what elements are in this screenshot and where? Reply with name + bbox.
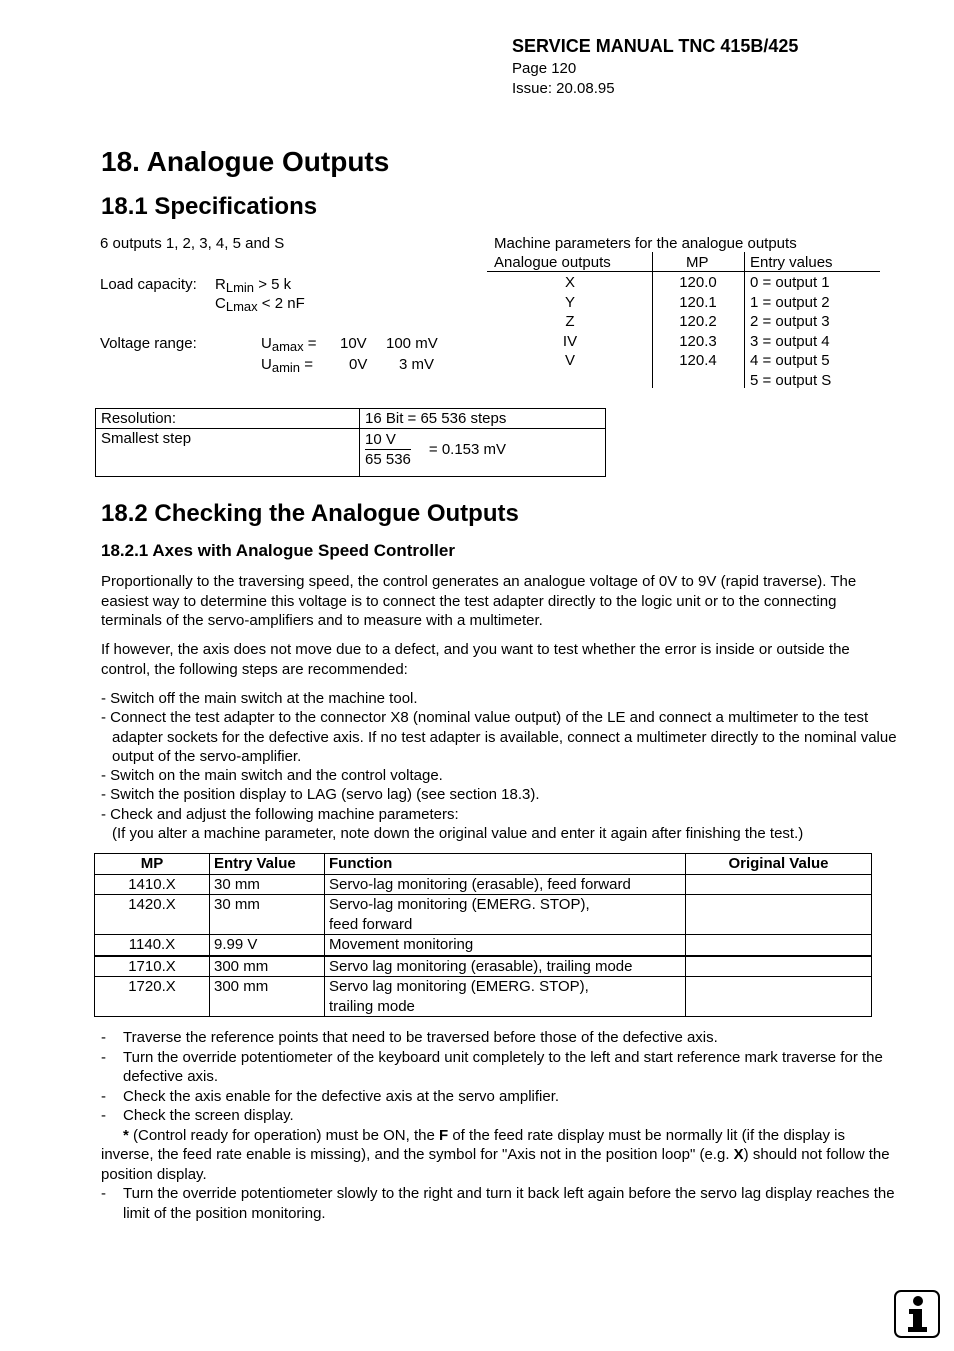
mp-column-divider-1 xyxy=(652,252,653,388)
r-lmin-spec: $R_{Lmin} > 5$ k xyxy=(215,276,292,295)
mp-header-entry: Entry values xyxy=(750,254,833,271)
manual-title: SERVICE MANUAL TNC 415B/425 xyxy=(512,36,799,56)
voltage-range-label: Voltage range: xyxy=(100,335,197,352)
resolution-value: 16 Bit = 65 536 steps xyxy=(360,409,606,429)
mp-number: 120.4 xyxy=(679,352,717,369)
u-amin-value-2: 3 mV xyxy=(399,356,435,373)
cell-function: Servo lag monitoring (erasable), trailing mode xyxy=(325,956,686,977)
list-dash: - xyxy=(101,1029,106,1046)
mp-header-mp: MP xyxy=(686,254,709,271)
cell-original[interactable] xyxy=(686,874,872,895)
list-item: - Switch on the main switch and the control voltage. xyxy=(101,767,443,785)
cell-function xyxy=(325,977,686,1017)
list-dash: - xyxy=(101,1048,106,1066)
f-symbol: F xyxy=(438,1126,449,1144)
list-item xyxy=(101,1106,901,1126)
mp-entry: 4 = output 5 xyxy=(750,352,830,369)
procedure-list xyxy=(101,1028,901,1223)
resolution-table xyxy=(95,408,606,477)
cell-function-line: Servo-lag monitoring (EMERG. STOP), xyxy=(329,896,590,913)
steps-note: (If you alter a machine parameter, note down the original value and enter it again after finishing the test.) xyxy=(112,825,804,843)
c-lmax-spec: $C_{Lmax} < 2$ nF xyxy=(215,295,305,314)
cell-function xyxy=(325,895,686,935)
mp-axis: IV xyxy=(562,332,578,350)
screen-display-note xyxy=(101,1126,901,1185)
cell-entry: 300 mm xyxy=(210,977,325,1017)
u-amin-value-1: 0V xyxy=(349,356,368,373)
cell-original[interactable] xyxy=(686,895,872,935)
mp-caption: Machine parameters for the analogue outputs xyxy=(494,235,797,252)
mp-header-divider xyxy=(487,271,880,272)
cell-original[interactable] xyxy=(686,956,872,977)
mp-number: 120.2 xyxy=(679,313,717,330)
mp-axis: X xyxy=(564,274,575,291)
cell-entry: 300 mm xyxy=(210,956,325,977)
cell-mp: 1410.X xyxy=(95,874,210,895)
step-numerator: 10 V xyxy=(365,430,411,450)
mp-entry-list xyxy=(750,273,831,390)
note-text: (Control ready for operation) must be ON, the xyxy=(128,1126,439,1144)
mp-entry: 1 = output 2 xyxy=(750,293,830,311)
table-row xyxy=(95,935,872,956)
paragraph-defect: If however, the axis does not move due to a defect, and you want to test whether the error is inside or outside the control, the following steps are recommended: xyxy=(101,641,850,678)
list-item-text: Turn the override potentiometer slowly to the right and turn it back left again before the servo lag display reaches the limit of the position monitoring. xyxy=(123,1185,895,1222)
list-item: - Connect the test adapter to the connector X8 (nominal value output) of the LE and connect a multimeter to the test adapter sockets for the defective axis. If no test adapter is available, connect a multimeter directly to the nominal value output of the servo-amplifier. xyxy=(101,709,897,765)
mp-entry: 3 = output 4 xyxy=(750,332,830,350)
u-amax-spec: $U_{amax}$ = xyxy=(261,335,317,354)
u-amin-spec: $U_{amin}$ = xyxy=(261,356,313,375)
list-item-text: Traverse the reference points that need to be traversed before those of the defective axis. xyxy=(123,1029,718,1046)
step-result: = 0.153 mV xyxy=(428,441,507,458)
list-item-text: Turn the override potentiometer of the keyboard unit completely to the left and start reference mark traverse for the defective axis. xyxy=(123,1048,883,1085)
mp-number: 120.0 xyxy=(679,274,717,291)
info-icon xyxy=(894,1290,940,1338)
smallest-step-label: Smallest step xyxy=(96,429,360,477)
cell-mp: 1710.X xyxy=(95,956,210,977)
cell-entry: 30 mm xyxy=(210,895,325,935)
x-symbol: X xyxy=(733,1146,744,1163)
table-row xyxy=(95,874,872,895)
load-capacity-label: Load capacity: xyxy=(100,276,197,293)
table-header-entry: Entry Value xyxy=(210,854,325,875)
resolution-label: Resolution: xyxy=(96,409,360,429)
table-row xyxy=(95,956,872,977)
section-title-checking: 18.2 Checking the Analogue Outputs xyxy=(101,500,519,527)
mp-entry: 0 = output 1 xyxy=(750,274,830,291)
u-amax-value-2: 100 mV xyxy=(386,335,438,352)
list-dash: - xyxy=(101,1107,106,1124)
step-denominator: 65 536 xyxy=(365,451,411,468)
cell-mp: 1140.X xyxy=(95,935,210,956)
subsection-title: 18.2.1 Axes with Analogue Speed Controller xyxy=(101,541,455,560)
star-symbol: * xyxy=(123,1126,129,1144)
page-number: Page 120 xyxy=(512,60,577,77)
table-row xyxy=(95,977,872,1017)
mp-axis: Y xyxy=(564,293,575,311)
smallest-step-value xyxy=(360,429,606,477)
issue-date: Issue: 20.08.95 xyxy=(512,80,615,97)
cell-mp: 1420.X xyxy=(95,895,210,935)
mp-number: 120.1 xyxy=(679,293,717,311)
list-item-text: Check the axis enable for the defective axis at the servo amplifier. xyxy=(123,1087,560,1105)
u-amax-value-1: 10V xyxy=(340,335,367,352)
cell-original[interactable] xyxy=(686,977,872,1017)
steps-list xyxy=(101,689,901,843)
cell-function-line: trailing mode xyxy=(329,997,415,1015)
paragraph-intro: Proportionally to the traversing speed, the control generates an analogue voltage of 0V to 9V (rapid traverse). The easiest way to determine this voltage is to connect the test adapter directly to the logic unit or to the connecting terminals of the servo-amplifiers and to measure with a multimeter. xyxy=(101,573,857,629)
list-item: - Switch the position display to LAG (servo lag) (see section 18.3). xyxy=(101,786,540,804)
note-text: ) should not follow the position display. xyxy=(101,1146,890,1183)
chapter-title: 18. Analogue Outputs xyxy=(101,146,390,177)
cell-function-line: feed forward xyxy=(329,915,413,933)
list-dash: - xyxy=(101,1185,106,1202)
table-row xyxy=(95,895,872,935)
cell-entry: 9.99 V xyxy=(210,935,325,956)
info-glyph xyxy=(902,1294,932,1334)
table-header-original: Original Value xyxy=(686,854,872,875)
cell-function: Servo-lag monitoring (erasable), feed forward xyxy=(325,874,686,895)
table-header-function: Function xyxy=(325,854,686,875)
list-item xyxy=(101,1184,901,1223)
cell-function-line: Servo lag monitoring (EMERG. STOP), xyxy=(329,978,589,995)
mp-axis: Z xyxy=(565,313,575,330)
mp-axis-list xyxy=(540,273,600,371)
mp-number-list xyxy=(668,273,728,371)
mp-axis: V xyxy=(564,352,575,369)
mp-header-outputs: Analogue outputs xyxy=(494,254,611,271)
mp-entry: 2 = output 3 xyxy=(750,313,830,330)
mp-number: 120.3 xyxy=(679,332,717,350)
cell-function: Movement monitoring xyxy=(325,935,686,956)
list-item xyxy=(101,1028,901,1048)
list-item: - Check and adjust the following machine parameters: xyxy=(101,805,459,823)
mp-column-divider-2 xyxy=(744,252,745,388)
cell-entry: 30 mm xyxy=(210,874,325,895)
list-item: - Switch off the main switch at the machine tool. xyxy=(101,690,418,707)
list-dash: - xyxy=(101,1087,106,1105)
machine-parameter-table xyxy=(94,853,872,1017)
cell-original[interactable] xyxy=(686,935,872,956)
table-header-mp: MP xyxy=(95,854,210,875)
list-item-text: Check the screen display. xyxy=(123,1107,294,1124)
note-text: of the feed rate display must be normally lit (if the display is inverse, the feed rate enable is missing), and the symbol for "Axis not in the position loop" (e.g. xyxy=(101,1126,846,1163)
section-title-specifications: 18.1 Specifications xyxy=(101,193,318,220)
cell-mp: 1720.X xyxy=(95,977,210,1017)
mp-entry: 5 = output S xyxy=(750,371,832,389)
outputs-text: 6 outputs 1, 2, 3, 4, 5 and S xyxy=(100,235,285,252)
list-item xyxy=(101,1087,901,1107)
list-item xyxy=(101,1048,901,1087)
